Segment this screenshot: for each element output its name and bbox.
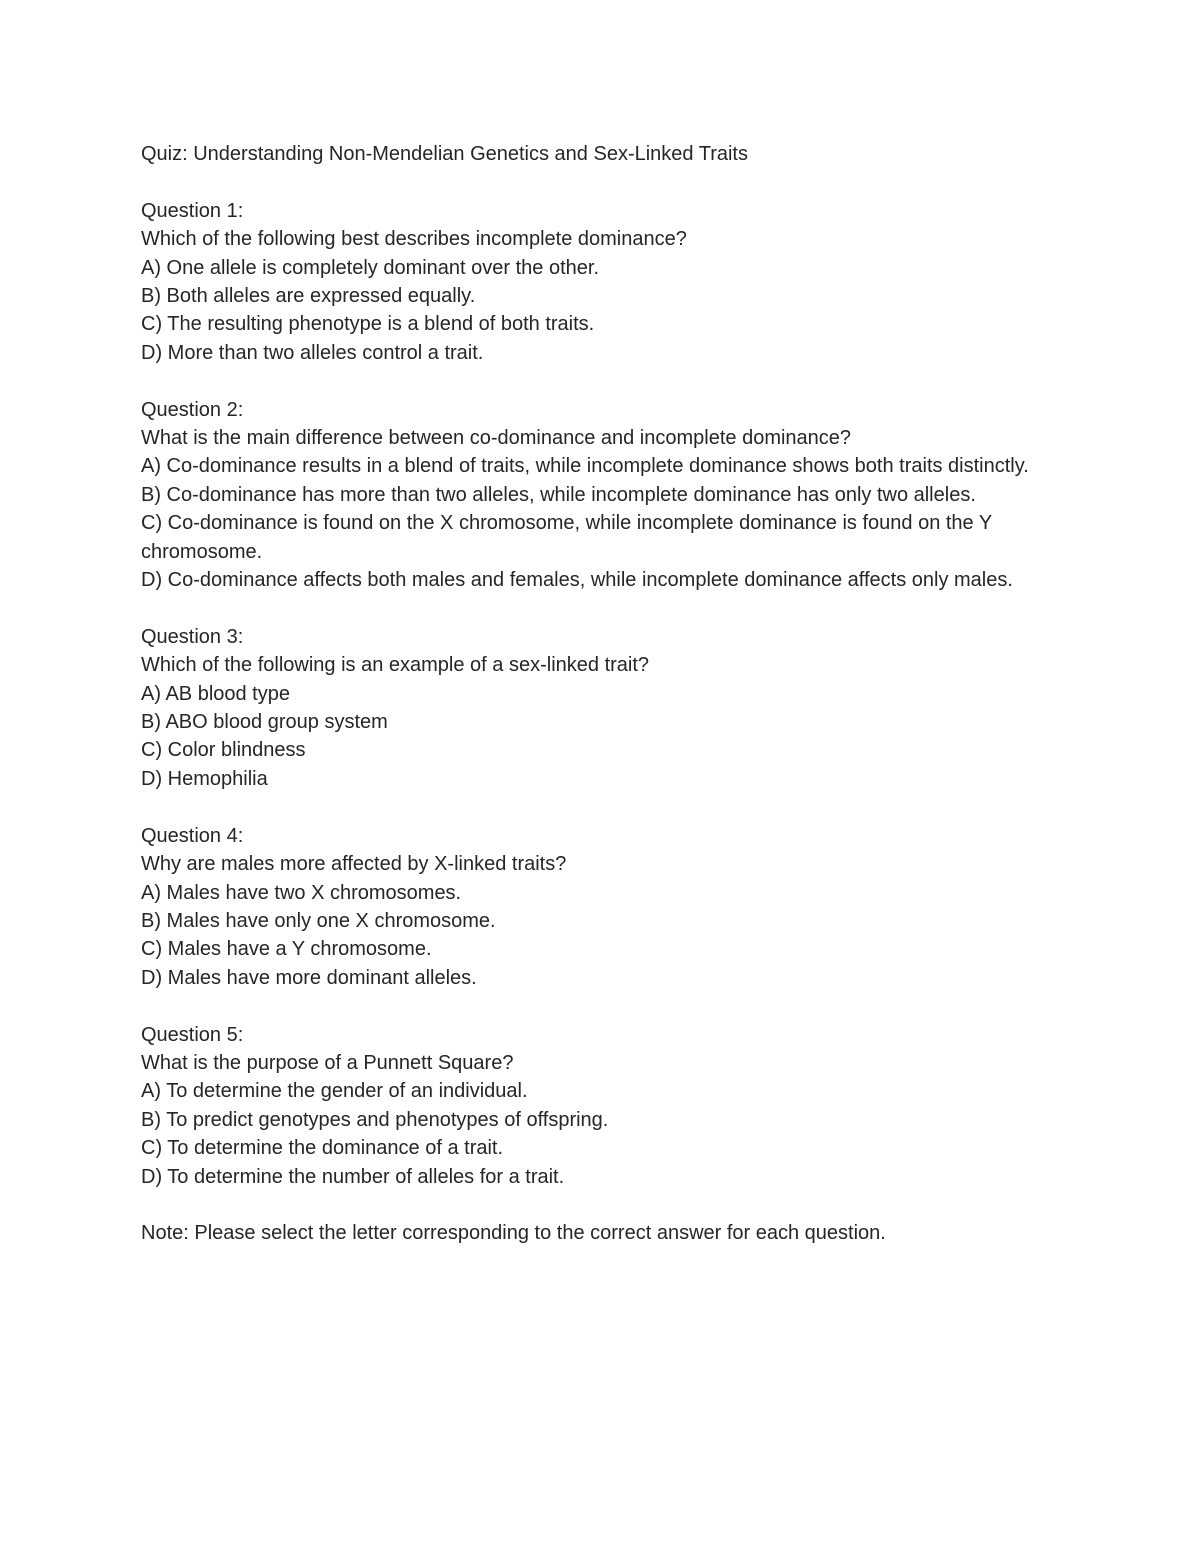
question-prompt: What is the main difference between co-dominance and incomplete dominance? xyxy=(141,427,852,450)
question-label: Question 1: xyxy=(141,199,244,222)
question-prompt: Why are males more affected by X-linked traits? xyxy=(141,853,567,876)
question-2 xyxy=(141,396,1061,595)
answer-option-c: C) To determine the dominance of a trait. xyxy=(141,1137,504,1160)
answer-option-b: B) Males have only one X chromosome. xyxy=(141,909,496,932)
answer-option-d: D) To determine the number of alleles for a trait. xyxy=(141,1165,565,1188)
answer-option-d: D) Hemophilia xyxy=(141,767,268,790)
answer-option-b: B) Both alleles are expressed equally. xyxy=(141,285,476,308)
answer-option-c: C) Color blindness xyxy=(141,739,306,762)
answer-option-b: B) Co-dominance has more than two alleles, while incomplete dominance has only two alleles. xyxy=(141,483,976,506)
answer-option-a: A) To determine the gender of an individual. xyxy=(141,1080,528,1103)
question-3 xyxy=(141,623,1061,793)
answer-option-b: B) ABO blood group system xyxy=(141,711,388,734)
question-prompt: Which of the following best describes incomplete dominance? xyxy=(141,228,687,251)
question-prompt: What is the purpose of a Punnett Square? xyxy=(141,1051,514,1074)
question-label: Question 5: xyxy=(141,1023,244,1046)
answer-option-a: A) Co-dominance results in a blend of traits, while incomplete dominance shows both traits distinctly. xyxy=(141,455,1029,478)
answer-option-c: C) Males have a Y chromosome. xyxy=(141,938,432,961)
quiz-title: Quiz: Understanding Non-Mendelian Genetics and Sex-Linked Traits xyxy=(141,143,748,165)
answer-option-d: D) Males have more dominant alleles. xyxy=(141,966,477,989)
quiz-note: Note: Please select the letter corresponding to the correct answer for each question. xyxy=(141,1222,886,1245)
question-4 xyxy=(141,822,1061,992)
question-label: Question 4: xyxy=(141,824,244,847)
answer-option-c: C) The resulting phenotype is a blend of both traits. xyxy=(141,313,595,336)
answer-option-a: A) AB blood type xyxy=(141,682,290,705)
answer-option-d: D) Co-dominance affects both males and females, while incomplete dominance affects only males. xyxy=(141,569,1013,592)
answer-option-a: A) Males have two X chromosomes. xyxy=(141,881,462,904)
question-label: Question 2: xyxy=(141,398,244,421)
question-label: Question 3: xyxy=(141,625,244,648)
question-5 xyxy=(141,1021,1061,1191)
document-page xyxy=(141,140,1061,1248)
answer-option-b: B) To predict genotypes and phenotypes of offspring. xyxy=(141,1108,609,1131)
answer-option-c: C) Co-dominance is found on the X chromosome, while incomplete dominance is found on the Y chromosome. xyxy=(141,512,992,563)
question-prompt: Which of the following is an example of a sex-linked trait? xyxy=(141,654,650,677)
answer-option-d: D) More than two alleles control a trait. xyxy=(141,341,484,364)
question-1 xyxy=(141,197,1061,367)
answer-option-a: A) One allele is completely dominant over the other. xyxy=(141,256,600,279)
